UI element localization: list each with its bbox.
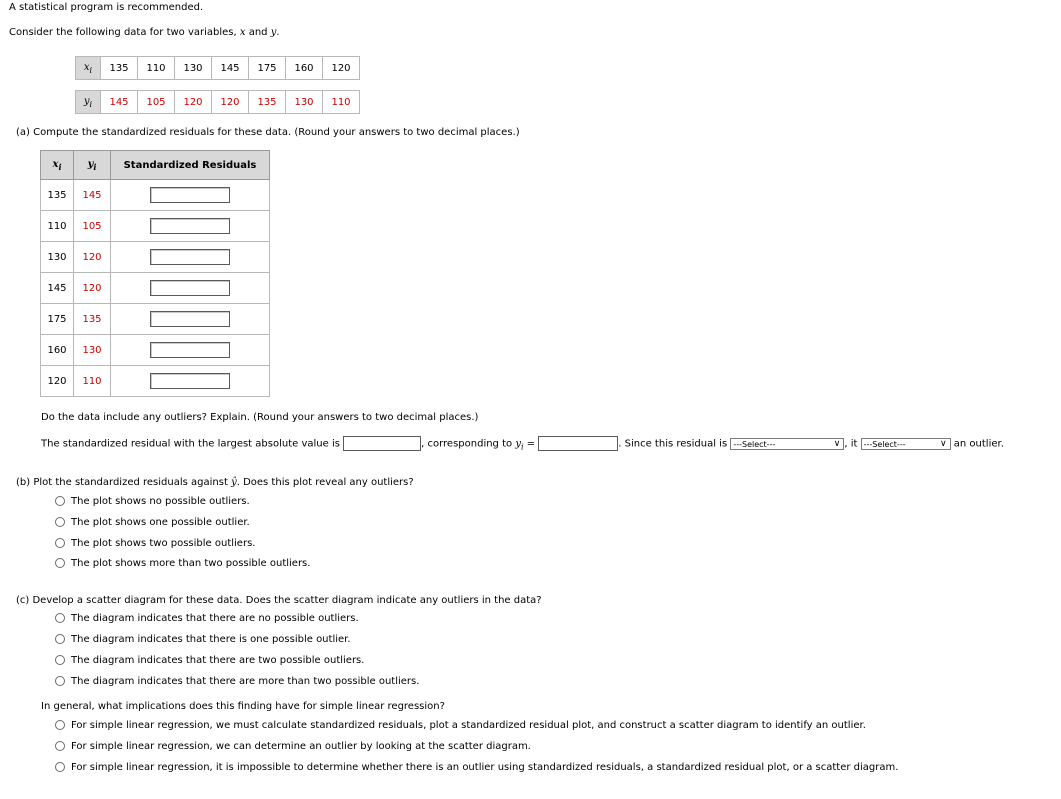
- table-row: [41, 242, 270, 273]
- row-y: 145: [74, 180, 111, 211]
- part-b-option-4[interactable]: The plot shows more than two possible outliers.: [55, 558, 310, 569]
- row-y: 130: [74, 335, 111, 366]
- y-value: 145: [101, 91, 138, 114]
- residual-input-2[interactable]: [150, 218, 230, 234]
- is-outlier-select[interactable]: ---Select--- ∨: [861, 438, 951, 450]
- x-value: 135: [101, 57, 138, 80]
- x-value: 130: [175, 57, 212, 80]
- radio-icon[interactable]: [55, 655, 65, 665]
- radio-icon[interactable]: [55, 613, 65, 623]
- outlier-question: Do the data include any outliers? Explain. (Round your answers to two decimal places.): [41, 412, 479, 423]
- y-value: 120: [175, 91, 212, 114]
- row-y: 120: [74, 273, 111, 304]
- implication-question: In general, what implications does this finding have for simple linear regression?: [41, 701, 445, 712]
- residual-input-6[interactable]: [150, 342, 230, 358]
- part-c-option-4[interactable]: The diagram indicates that there are more than two possible outliers.: [55, 676, 419, 687]
- radio-icon[interactable]: [55, 720, 65, 730]
- y-value: 135: [249, 91, 286, 114]
- part-b-option-3[interactable]: The plot shows two possible outliers.: [55, 538, 255, 549]
- radio-icon[interactable]: [55, 676, 65, 686]
- residual-input-4[interactable]: [150, 280, 230, 296]
- row-x: 175: [41, 304, 74, 335]
- y-value: 120: [212, 91, 249, 114]
- row-y: 135: [74, 304, 111, 335]
- x-header: $x_i$: [76, 57, 101, 80]
- residual-input-1[interactable]: [150, 187, 230, 203]
- implication-option-3[interactable]: For simple linear regression, it is impossible to determine whether there is an outlier using standardized residuals, a standardized residual plot, or a scatter diagram.: [55, 762, 898, 773]
- row-x: 110: [41, 211, 74, 242]
- part-c-option-1[interactable]: The diagram indicates that there are no possible outliers.: [55, 613, 359, 624]
- table-row: [41, 273, 270, 304]
- row-x: 135: [41, 180, 74, 211]
- x-value: 120: [323, 57, 360, 80]
- resid-header-residuals: Standardized Residuals: [111, 151, 270, 180]
- radio-icon[interactable]: [55, 634, 65, 644]
- part-a-prompt: (a) Compute the standardized residuals for these data. (Round your answers to two decimal places.): [16, 127, 520, 138]
- x-value: 110: [138, 57, 175, 80]
- largest-residual-input[interactable]: [343, 436, 421, 451]
- row-y: 120: [74, 242, 111, 273]
- table-row: [41, 180, 270, 211]
- row-y: 105: [74, 211, 111, 242]
- implication-option-2[interactable]: For simple linear regression, we can determine an outlier by looking at the scatter diagram.: [55, 741, 531, 752]
- row-x: 160: [41, 335, 74, 366]
- data-table: [75, 56, 360, 114]
- residual-input-3[interactable]: [150, 249, 230, 265]
- consider-text: Consider the following data for two variables, x and y.: [9, 27, 280, 38]
- residual-input-5[interactable]: [150, 311, 230, 327]
- implication-option-1[interactable]: For simple linear regression, we must calculate standardized residuals, plot a standardized residual plot, and construct a scatter diagram to identify an outlier.: [55, 720, 866, 731]
- y-value: 130: [286, 91, 323, 114]
- part-c-option-3[interactable]: The diagram indicates that there are two possible outliers.: [55, 655, 364, 666]
- radio-icon[interactable]: [55, 558, 65, 568]
- x-value: 145: [212, 57, 249, 80]
- radio-icon[interactable]: [55, 741, 65, 751]
- x-value: 160: [286, 57, 323, 80]
- x-value: 175: [249, 57, 286, 80]
- part-b-option-2[interactable]: The plot shows one possible outlier.: [55, 517, 250, 528]
- radio-icon[interactable]: [55, 496, 65, 506]
- table-row: [41, 366, 270, 397]
- part-c-prompt: (c) Develop a scatter diagram for these data. Does the scatter diagram indicate any outliers in the data?: [16, 595, 542, 606]
- recommendation-note: A statistical program is recommended.: [9, 2, 204, 13]
- chevron-down-icon: ∨: [833, 438, 841, 449]
- y-header: $y_i$: [76, 91, 101, 114]
- y-value: 105: [138, 91, 175, 114]
- radio-icon[interactable]: [55, 762, 65, 772]
- x-row: [76, 57, 360, 80]
- radio-icon[interactable]: [55, 538, 65, 548]
- row-x: 120: [41, 366, 74, 397]
- table-row: [41, 335, 270, 366]
- chevron-down-icon: ∨: [940, 438, 947, 449]
- part-b-option-1[interactable]: The plot shows no possible outliers.: [55, 496, 250, 507]
- table-row: [41, 211, 270, 242]
- corresponding-y-input[interactable]: [538, 436, 618, 451]
- part-b-prompt: (b) Plot the standardized residuals against ŷ. Does this plot reveal any outliers?: [16, 477, 414, 488]
- resid-header-y: $y_i$: [74, 151, 111, 180]
- row-x: 130: [41, 242, 74, 273]
- y-value: 110: [323, 91, 360, 114]
- row-y: 110: [74, 366, 111, 397]
- resid-header-x: $x_i$: [41, 151, 74, 180]
- residual-input-7[interactable]: [150, 373, 230, 389]
- row-x: 145: [41, 273, 74, 304]
- radio-icon[interactable]: [55, 517, 65, 527]
- residuals-table: [40, 150, 270, 397]
- part-c-option-2[interactable]: The diagram indicates that there is one possible outlier.: [55, 634, 351, 645]
- y-row: [76, 91, 360, 114]
- table-row: [41, 304, 270, 335]
- outlier-sentence: The standardized residual with the largest absolute value is , corresponding to $y_i$ = . Since this residual is ---Select--- ∨ , it ---Select--- ∨ an outlier.: [41, 436, 1004, 452]
- outlier-reason-select[interactable]: ---Select--- ∨: [730, 438, 844, 450]
